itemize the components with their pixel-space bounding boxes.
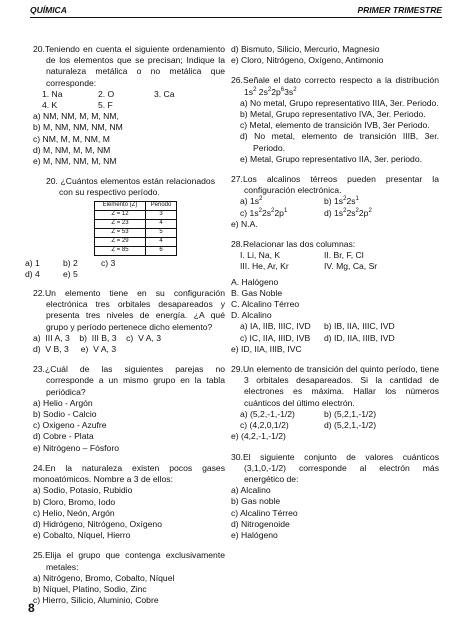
table-cell: Z = 85 xyxy=(95,246,146,255)
options-row xyxy=(231,333,439,344)
table-cell: Z = 23 xyxy=(95,219,146,228)
option: b) M, NM, NM, NM, NM xyxy=(33,122,123,133)
items-row xyxy=(33,100,225,111)
item: 3. Ca xyxy=(154,88,175,99)
option: b) Metal, Grupo representativo IVA, 3er. Periodo. xyxy=(240,109,426,120)
options-row xyxy=(231,409,439,420)
option: d) Hidrógeno, Nitrógeno, Oxígeno xyxy=(33,518,162,529)
table-header: Elemento (Z) xyxy=(95,201,146,210)
column-pair-row xyxy=(231,250,439,261)
option: e) (4,2,-1,-1/2) xyxy=(231,431,286,442)
term-title: PRIMER TRIMESTRE xyxy=(357,5,442,15)
option-text: c) 1s xyxy=(240,207,259,218)
option-text: a) 1s xyxy=(240,196,260,207)
table-cell: 4 xyxy=(146,237,177,246)
option: e) Metal, Grupo representativo IIA, 3er. periodo. xyxy=(240,153,422,164)
items-row xyxy=(33,89,225,100)
option: e) N.A. xyxy=(231,218,258,229)
option: d) 4 xyxy=(25,268,40,279)
options-row xyxy=(231,196,439,207)
option: d) Cobre - Plata xyxy=(33,431,94,442)
option: d) (5,2,1,-1/2) xyxy=(324,420,377,431)
table-row xyxy=(95,219,177,228)
question-20b xyxy=(25,176,225,280)
question-stem: 27.Los alcalinos térreos pueden presentar la configuración electrónica. xyxy=(231,174,439,196)
table-header-row xyxy=(95,201,177,210)
option-text: 2s xyxy=(346,207,356,218)
item: 1. Na xyxy=(42,88,63,99)
option-text: 2p xyxy=(358,207,369,218)
superscript: 2 xyxy=(355,207,359,214)
option: e) M, NM, NM, M, NM xyxy=(33,156,117,167)
subject-title: QUÍMICA xyxy=(30,5,67,15)
question-stem xyxy=(231,75,439,97)
letter-item: D. Alcalino xyxy=(231,310,272,321)
option: c) NM, M, M, NM, M xyxy=(33,133,110,144)
option: e) Nitrógeno – Fósforo xyxy=(33,442,119,453)
option: a) Sodio, Potasio, Rubidio xyxy=(33,485,133,496)
option: a) No metal, Grupo representativo IIIA, 3er. Periodo. xyxy=(240,97,439,108)
superscript: 2 xyxy=(253,86,257,93)
option: c) Oxigeno - Azufre xyxy=(33,420,107,431)
superscript: 2 xyxy=(258,207,262,214)
option: a) (5,2,-1,-1/2) xyxy=(240,408,295,419)
superscript: 2 xyxy=(343,207,347,214)
table-cell: 5 xyxy=(146,228,177,237)
letter-item: C. Alcalino Térreo xyxy=(231,299,300,310)
question-stem: 20. ¿Cuántos elementos están relacionados con su respectivo período. xyxy=(46,176,215,198)
option: b) (5,2,1,-1/2) xyxy=(324,408,377,419)
page-header xyxy=(30,4,442,18)
letter-item: B. Gas Noble xyxy=(231,287,283,298)
option: d) M, NM, M, M, NM xyxy=(33,144,111,155)
option: c) Metal, elemento de transición IVB, 3er Periodo. xyxy=(240,120,430,131)
options-row xyxy=(25,269,225,280)
option: b) Sodio - Calcio xyxy=(33,409,97,420)
option: c) Hierro, Silicio, Aluminio, Cobre xyxy=(33,595,159,606)
stem-text: 3s xyxy=(284,86,294,97)
option-text: b) 1s xyxy=(324,196,344,207)
option: b) IB, IIA, IIIC, IVD xyxy=(324,321,395,332)
option: d) ID, IIA, IIIB, IVD xyxy=(324,332,395,343)
option: c) 3 xyxy=(101,257,116,268)
options-row xyxy=(25,258,225,269)
column-item: II. Br, F, Cl xyxy=(324,250,364,261)
table-cell: Z = 53 xyxy=(95,228,146,237)
option: e) ID, IIA, IIIB, IVC xyxy=(231,343,302,354)
option: e) Cloro, Nitrógeno, Oxígeno, Antimonio xyxy=(231,55,384,66)
option: d) No metal, elemento de transición IIIB, 3er. Periodo. xyxy=(240,131,439,153)
question-stem: 23.¿Cuál de las siguientes parejas no corresponde a un mismo grupo en la tabla periódica? xyxy=(33,364,225,397)
superscript: 2 xyxy=(267,86,272,93)
option xyxy=(240,196,324,207)
table-row xyxy=(95,237,177,246)
superscript: 2 xyxy=(368,207,372,214)
option xyxy=(324,196,359,207)
question-28 xyxy=(231,239,439,355)
question-25-continued xyxy=(231,44,439,66)
element-period-table xyxy=(94,201,177,256)
question-stem: 30.El siguiente conjunto de valores cuánticos (3,1,0,-1/2) corresponde al electrón más energético de: xyxy=(231,451,439,484)
question-stem: 28.Relacionar las dos columnas: xyxy=(231,239,356,250)
stem-text: 2s xyxy=(256,86,268,97)
option: d) Bismuto, Silicio, Mercurio, Magnesio xyxy=(231,44,380,54)
stem-text: 2p xyxy=(271,86,281,97)
table-cell: Z = 12 xyxy=(95,210,146,219)
question-stem: 22.Un elemento tiene en su configuración electrónica tres orbitales desapareados y presenta tres niveles de energía. ¿A qué grupo y período pertenece dicho elemento? xyxy=(33,288,225,332)
item: 4. K xyxy=(42,100,58,111)
option: d) V B, 3 e) V A, 3 xyxy=(33,344,117,355)
option xyxy=(240,208,324,219)
table-cell: 3 xyxy=(146,210,177,219)
item: 2. O xyxy=(98,88,115,99)
superscript: 6 xyxy=(280,86,285,93)
table-cell: 6 xyxy=(146,246,177,255)
table-row xyxy=(95,246,177,255)
option: a) NM, NM, M, M, NM, xyxy=(33,111,119,122)
option: c) Helio, Neón, Argón xyxy=(33,507,115,518)
question-27 xyxy=(231,174,439,230)
table-cell: 4 xyxy=(146,219,177,228)
option-text: d) 1s xyxy=(324,207,344,218)
question-stem: 25.Elija el grupo que contenga exclusivamente metales: xyxy=(33,550,225,572)
option: e) 5 xyxy=(63,268,78,279)
option: e) Cobalto, Níquel, Hierro xyxy=(33,530,131,541)
column-item: III. He, Ar, Kr xyxy=(240,261,289,272)
option: a) Helio - Argón xyxy=(33,397,93,408)
table-row xyxy=(95,228,177,237)
superscript: 2 xyxy=(293,86,297,93)
option: c) (4,2,0,1/2) xyxy=(240,420,289,431)
options-row xyxy=(231,420,439,431)
stem-text: 26.Señale el dato correcto respecto a la distribución 1s xyxy=(231,75,439,97)
option-text: 2p xyxy=(274,207,284,218)
question-stem: 24.En la naturaleza existen pocos gases monoatómicos. Nombre a 3 de ellos: xyxy=(33,462,225,485)
option: c) Alcalino Térreo xyxy=(231,507,298,518)
option: a) III A, 3 b) III B, 3 c) V A, 3 xyxy=(33,332,161,343)
table-cell: Z = 29 xyxy=(95,237,146,246)
table-row xyxy=(95,210,177,219)
table-header: Periodo xyxy=(146,201,177,210)
question-22 xyxy=(33,288,225,355)
question-23 xyxy=(33,364,225,454)
superscript: 1 xyxy=(355,196,359,203)
option: d) Nitrogenoide xyxy=(231,518,290,529)
column-item: I. Li, Na, K xyxy=(240,250,281,261)
option-text: 2s xyxy=(346,196,356,207)
options-row xyxy=(231,321,439,332)
question-stem: 20.Teniendo en cuenta el siguiente ordenamiento de los elementos que se precisan; Indique la naturaleza metálica o no metálica que corresponde: xyxy=(33,44,225,88)
column-item: IV. Mg, Ca, Sr xyxy=(324,261,378,272)
options-row xyxy=(231,208,439,219)
left-column xyxy=(25,44,225,615)
option: b) Gas noble xyxy=(231,496,281,507)
option: b) Níquel, Platino, Sodio, Zinc xyxy=(33,583,147,594)
superscript: 2 xyxy=(271,207,275,214)
superscript: 2 xyxy=(343,196,347,203)
column-pair-row xyxy=(231,261,439,272)
superscript: 1 xyxy=(283,207,288,214)
option: b) Cloro, Bromo, Iodo xyxy=(33,496,116,507)
option: a) Nitrógeno, Bromo, Cobalto, Níquel xyxy=(33,572,175,583)
page-number: 8 xyxy=(28,601,35,615)
question-20 xyxy=(33,44,225,167)
option: b) 2 xyxy=(63,257,78,268)
question-24 xyxy=(33,463,225,541)
right-column xyxy=(231,44,439,550)
option: a) Alcalino xyxy=(231,485,271,496)
option xyxy=(324,208,372,219)
question-stem: 29.Un elemento de transición del quinto período, tiene 3 orbitales desapareados. Si la cantidad de electrones es máxima. Hallar los números cuánticos del último electrón. xyxy=(231,364,439,408)
option: a) IA, IIB, IIIC, IVD xyxy=(240,321,311,332)
question-30 xyxy=(231,452,439,542)
option-text: 2s xyxy=(261,207,272,218)
superscript: 2 xyxy=(259,196,263,203)
item: 5. F xyxy=(98,100,113,111)
question-29 xyxy=(231,364,439,442)
letter-item: A. Halógeno xyxy=(231,276,279,287)
option: c) IC, IIA, IIID, IVB xyxy=(240,332,311,343)
option: a) 1 xyxy=(25,257,40,268)
question-25 xyxy=(33,550,225,606)
option: e) Halógeno xyxy=(231,529,278,540)
question-26 xyxy=(231,75,439,165)
